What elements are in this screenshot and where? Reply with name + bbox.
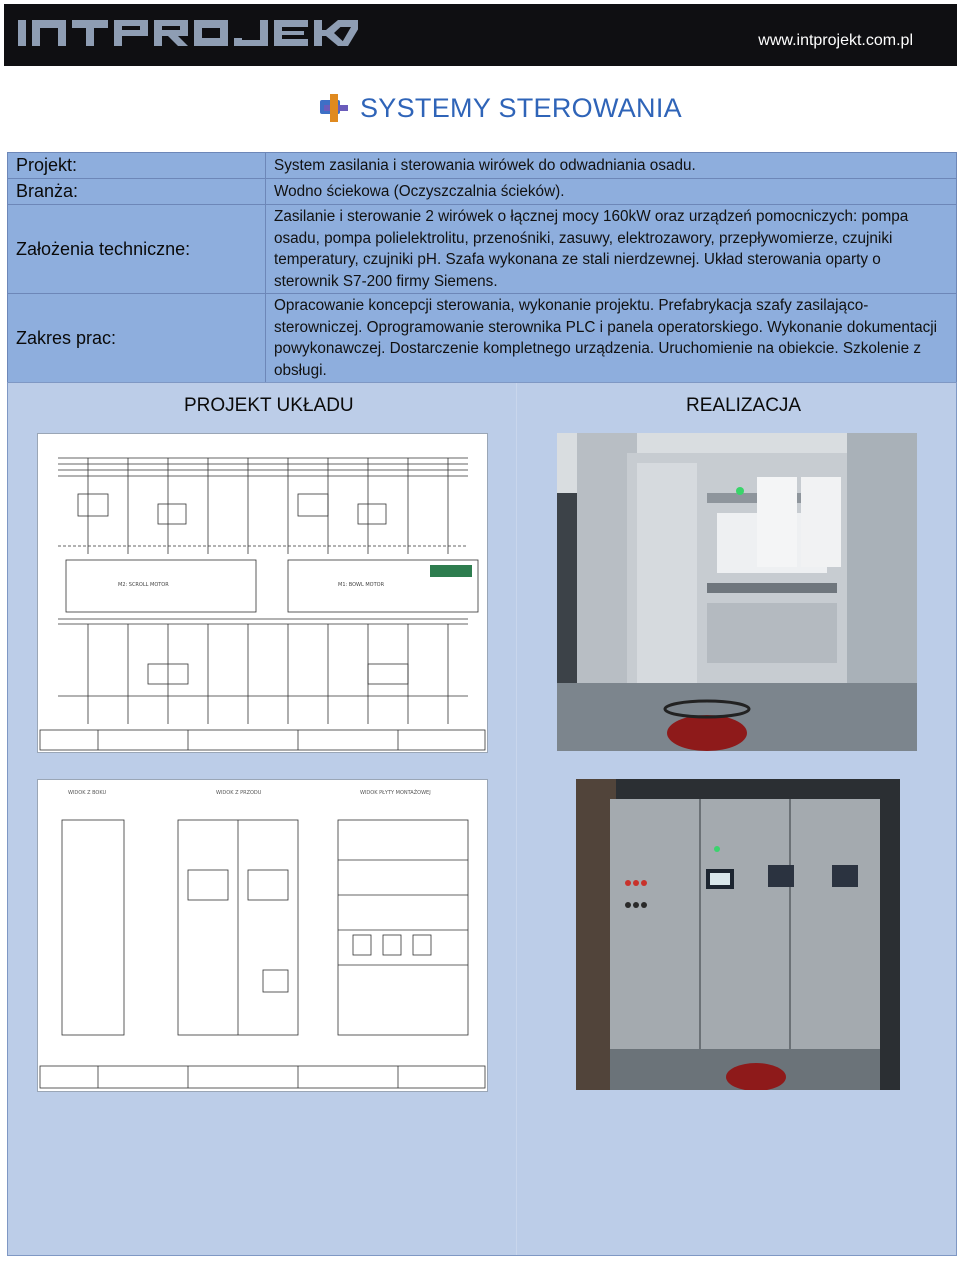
company-logo-graphic bbox=[18, 16, 358, 50]
column-divider bbox=[516, 383, 517, 1255]
website-url[interactable]: www.intprojekt.com.pl bbox=[758, 32, 913, 49]
cabinet-layout-drawing-image bbox=[37, 779, 488, 1092]
electrical-schematic-image bbox=[37, 433, 488, 753]
open-cabinet-photo bbox=[557, 433, 917, 751]
closed-cabinet-photo bbox=[576, 779, 900, 1090]
project-label: Projekt: bbox=[8, 153, 266, 179]
assumptions-value: Zasilanie i sterowanie 2 wirówek o łącznej mocy 160kW oraz urządzeń pomocniczych: pompa osadu, pompa polielektrolitu, przenośniki, zasuwy, elektrozawory, przepływomierze, czujniki temperatury, czujniki pH. Szafa wykonana ze stali nierdzewnej. Układ sterowania oparty o sterownik S7-200 firmy Siemens. bbox=[266, 205, 957, 294]
page-title: SYSTEMY STEROWANIA bbox=[360, 92, 682, 123]
branch-value: Wodno ściekowa (Oczyszczalnia ścieków). bbox=[266, 179, 957, 205]
assumptions-label: Założenia techniczne: bbox=[8, 205, 266, 294]
scope-value: Opracowanie koncepcji sterowania, wykonanie projektu. Prefabrykacja szafy zasilająco-sterowniczej. Oprogramowanie sterownika PLC i panela operatorskiego. Wykonanie dokumentacji powykonawczej. Dostarczenie kompletnego urządzenia. Uruchomienie na obiekcie. Szkolenie z obsługi. bbox=[266, 294, 957, 383]
design-heading: PROJEKT UKŁADU bbox=[184, 395, 354, 416]
svg-text:WIDOK Z PRZODU: WIDOK Z PRZODU bbox=[216, 790, 262, 796]
realization-heading: REALIZACJA bbox=[686, 395, 802, 416]
svg-text:WIDOK PŁYTY MONTAŻOWEJ: WIDOK PŁYTY MONTAŻOWEJ bbox=[360, 790, 431, 796]
svg-text:M2: SCROLL MOTOR: M2: SCROLL MOTOR bbox=[118, 582, 169, 588]
branch-label: Branża: bbox=[8, 179, 266, 205]
project-info-table bbox=[7, 152, 957, 383]
scope-label: Zakres prac: bbox=[8, 294, 266, 383]
project-value: System zasilania i sterowania wirówek do odwadniania osadu. bbox=[266, 153, 957, 179]
svg-text:M1: BOWL MOTOR: M1: BOWL MOTOR bbox=[338, 582, 385, 588]
header-bar bbox=[4, 4, 957, 66]
title-area bbox=[318, 88, 682, 128]
svg-text:WIDOK Z BOKU: WIDOK Z BOKU bbox=[68, 790, 107, 796]
controls-icon bbox=[318, 92, 350, 124]
company-logo[interactable] bbox=[18, 16, 358, 50]
